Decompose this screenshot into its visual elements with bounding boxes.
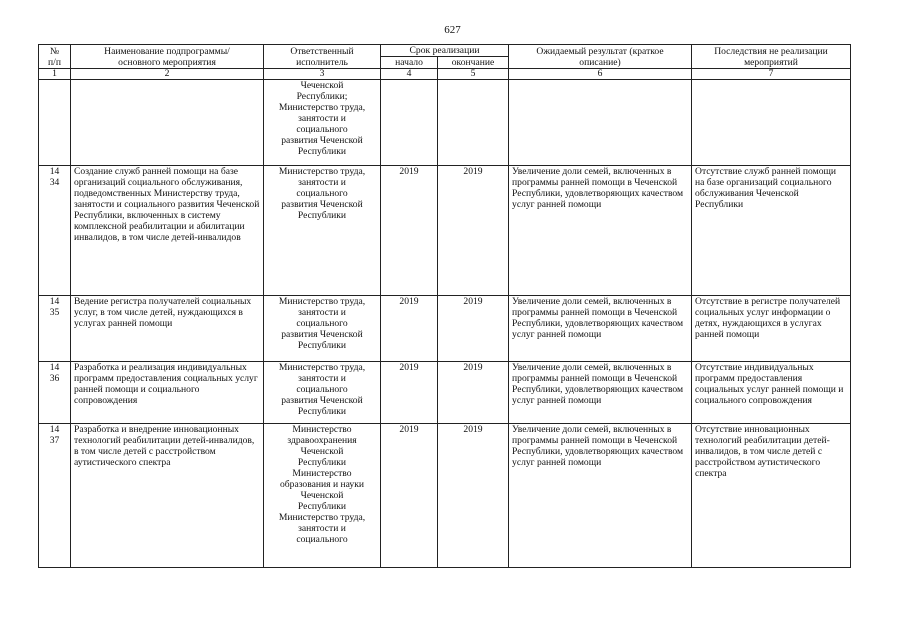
row-consequence: Отсутствие индивидуальных программ предоставления социальных услуг ранней помощи и социального сопровождения [692,362,851,424]
col-number: 7 [692,69,851,80]
header-start: начало [381,57,438,69]
row-end [438,80,509,166]
row-num: 14 36 [39,362,71,424]
header-row [39,45,851,57]
header-result: Ожидаемый результат (краткое описание) [509,45,692,69]
col-number: 6 [509,69,692,80]
row-result [509,80,692,166]
table-row [39,362,851,424]
table-row [39,424,851,568]
column-number-row [39,69,851,80]
row-result: Увеличение доли семей, включенных в программы ранней помощи в Чеченской Республики, удовлетворяющих качеством услуг ранней помощи [509,166,692,296]
col-number: 5 [438,69,509,80]
page-number: 627 [444,24,461,36]
row-num: 14 35 [39,296,71,362]
row-num: 14 34 [39,166,71,296]
row-executor: Министерство труда, занятости и социального развития Чеченской Республики [264,296,381,362]
row-start [381,80,438,166]
row-start: 2019 [381,296,438,362]
col-number: 4 [381,69,438,80]
col-number: 2 [71,69,264,80]
row-executor: Чеченской Республики; Министерство труда, занятости и социального развития Чеченской Республики [264,80,381,166]
row-executor: Министерство здравоохранения Чеченской Республики Министерство образования и науки Чеченской Республики Министерство труда, занятости и социального [264,424,381,568]
row-consequence [692,80,851,166]
row-consequence: Отсутствие служб ранней помощи на базе организаций социального обслуживания Чеченской Республики [692,166,851,296]
table-row [39,296,851,362]
row-executor: Министерство труда, занятости и социального развития Чеченской Республики [264,362,381,424]
row-start: 2019 [381,362,438,424]
col-number: 3 [264,69,381,80]
program-table [38,44,851,568]
row-result: Увеличение доли семей, включенных в программы ранней помощи в Чеченской Республики, удовлетворяющих качеством услуг ранней помощи [509,296,692,362]
row-end: 2019 [438,424,509,568]
header-executor: Ответственный исполнитель [264,45,381,69]
row-name: Ведение регистра получателей социальных услуг, в том числе детей, нуждающихся в услугах ранней помощи [71,296,264,362]
row-num [39,80,71,166]
col-number: 1 [39,69,71,80]
row-result: Увеличение доли семей, включенных в программы ранней помощи в Чеченской Республики, удовлетворяющих качеством услуг ранней помощи [509,362,692,424]
header-end: окончание [438,57,509,69]
header-name: Наименование подпрограммы/ основного мероприятия [71,45,264,69]
row-name: Создание служб ранней помощи на базе организаций социального обслуживания, подведомственных Министерству труда, занятости и социального развития Чеченской Республики, включенных в систему комплексной реабилитации и абилитации инвалидов, в том числе детей-инвалидов [71,166,264,296]
row-num: 14 37 [39,424,71,568]
row-start: 2019 [381,424,438,568]
header-consequence: Последствия не реализации мероприятий [692,45,851,69]
row-end: 2019 [438,166,509,296]
row-start: 2019 [381,166,438,296]
row-consequence: Отсутствие в регистре получателей социальных услуг информации о детях, нуждающихся в услугах ранней помощи [692,296,851,362]
row-name: Разработка и внедрение инновационных технологий реабилитации детей-инвалидов, в том числе детей с расстройством аутистического спектра [71,424,264,568]
row-name: Разработка и реализация индивидуальных программ предоставления социальных услуг ранней помощи и социального сопровождения [71,362,264,424]
header-num: № п/п [39,45,71,69]
row-result: Увеличение доли семей, включенных в программы ранней помощи в Чеченской Республики, удовлетворяющих качеством услуг ранней помощи [509,424,692,568]
table-row [39,166,851,296]
row-name [71,80,264,166]
row-consequence: Отсутствие инновационных технологий реабилитации детей-инвалидов, в том числе детей с расстройством аутистического спектра [692,424,851,568]
row-end: 2019 [438,362,509,424]
row-executor: Министерство труда, занятости и социального развития Чеченской Республики [264,166,381,296]
row-end: 2019 [438,296,509,362]
table-row [39,80,851,166]
header-period: Срок реализации [381,45,509,57]
